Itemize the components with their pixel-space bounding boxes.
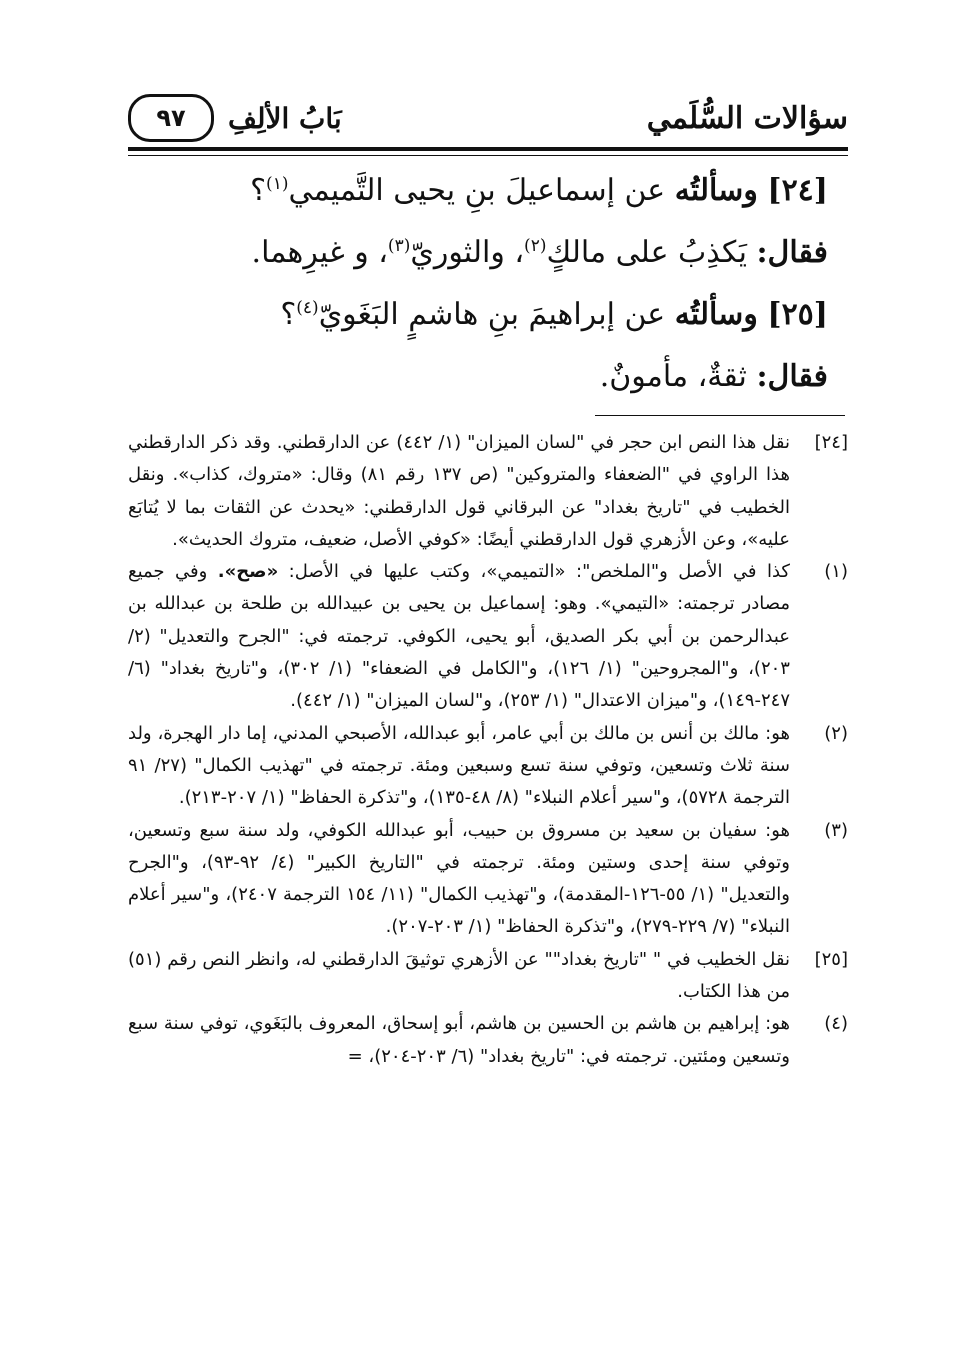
footnote-number: [٢٤] (814, 432, 848, 453)
answer-text: يَكذِبُ على مالكٍ (546, 235, 747, 270)
footnote-number: (١) (824, 561, 848, 583)
footnote-segment: «صح». (217, 561, 279, 583)
question-text: عن إبراهيمَ بنِ هاشمٍ البَغَويّ (318, 297, 666, 332)
footnote-ref: (١) (266, 174, 289, 194)
footnote-number: (٢) (824, 722, 848, 744)
footnote-text (128, 718, 790, 815)
footnote-ref: (٢) (524, 236, 547, 256)
footnote-segment: هو: مالك بن أنس بن مالك بن أبي عامر، أبو عبدالله، الأصبحي المدني، إما دار الهجرة، ولد سنة ثلاث وتسعين، وتوفي سنة تسع وسبعين ومئة. ترجمته في "تهذيب الكمال" (٢٧/ ٩١ الترجمة ٥٧٢٨)، و"سير أعلام النبلاء" (٨/ ٤٨-١٣٥)، و"تذكرة الحفاظ" (١/ ٢٠٧-٢١٣). (128, 722, 790, 809)
footnote-text (128, 1008, 790, 1073)
footnote-segment: كذا في الأصل و"الملخص": «التميمي»، وكتب عليها في الأصل: (278, 561, 790, 583)
header-rule-thin (128, 155, 848, 156)
footnote-number: (٣) (824, 819, 848, 841)
question-text: عن إسماعيلَ بنِ يحيى التَّميمي (288, 173, 666, 208)
answer-lead: فقال: (756, 359, 828, 394)
entry-number: [٢٥] (767, 297, 828, 332)
footnote-text (128, 944, 790, 1009)
answer-text: ثقةٌ، مأمونٌ. (599, 359, 747, 394)
footnote (128, 427, 848, 556)
footnote-segment: وقد ذكر الدارقطني هذا الراوي في "الضعفاء والمتروكين" (ص ١٣٧ رقم ٨١) وقال: «متروك، كذاب». ونقل الخطيب في "تاريخ بغداد" عن البرقاني قول الدارقطني: «يحدث عن الثقات بما لا يُتابَع عليه»، وعن الأزهري قول الدارقطني أيضًا: «كوفي الأصل، ضعيف، متروك الحديث». (128, 432, 790, 550)
entry-25-question (128, 284, 828, 346)
answer-text: ، والثوريّ (410, 235, 525, 270)
answer-text: ، و غيرِهما. (251, 235, 388, 270)
footnote-segment: نقل هذا النص ابن حجر في "لسان الميزان" (١/ ٤٤٢) عن الدارقطني. (276, 432, 790, 453)
main-text (128, 160, 828, 408)
entry-24-question (128, 160, 828, 222)
footnote-separator (595, 415, 845, 416)
footnote-segment: وفي جميع مصادر ترجمته: «التيمي». وهو: إسماعيل بن يحيى بن عبيدالله بن طلحة بن عبدالله بن عبدالرحمن بن أبي بكر الصديق، أبو يحيى، الكوفي. ترجمته في: "الجرح والتعديل" (٢/ ٢٠٣)، و"المجروحين" (١/ ١٢٦)، و"الكامل في الضعفاء" (١/ ٣٠٢)، و"تاريخ بغداد" (٦/ ٢٤٧-١٤٩)، و"ميزان الاعتدال" (١/ ٢٥٣)، و"لسان الميزان" (١/ ٤٤٢). (128, 561, 790, 712)
chapter-title: بَابُ الألِفِ (228, 101, 342, 135)
footnote-number: [٢٥] (814, 948, 848, 970)
footnote-ref: (٣) (387, 236, 411, 256)
footnote-ref: (٤) (296, 298, 319, 318)
footnote-segment: نقل الخطيب في " "تاريخ بغداد"" عن الأزهري توثيقَ الدارقطني له، وانظر النص رقم (٥١) من هذا الكتاب. (128, 948, 790, 1003)
header-rule-thick (128, 147, 848, 151)
footnote (128, 944, 848, 1009)
footnotes (128, 427, 848, 1073)
footnote (128, 556, 848, 717)
answer-lead: فقال: (756, 235, 828, 270)
footnote-text (128, 427, 790, 556)
page-number-badge: ٩٧ (128, 94, 214, 142)
page-header (128, 88, 848, 148)
book-title: سؤالات السُّلَمي (646, 100, 848, 136)
entry-25-answer (128, 346, 828, 408)
header-chapter-group (128, 94, 342, 142)
footnote-text (128, 556, 790, 717)
question-mark: ؟ (250, 173, 267, 208)
entry-number: [٢٤] (767, 173, 828, 208)
entry-24-answer (128, 222, 828, 284)
footnote-number: (٤) (824, 1013, 848, 1035)
footnote-text (128, 815, 790, 944)
footnote-segment: هو: إبراهيم بن هاشم بن الحسين بن هاشم، أبو إسحاق، المعروف بالبَغَوي، توفي سنة سبع وتسعين ومئتين. ترجمته في: "تاريخ بغداد" (٦/ ٢٠٣-٢٠٤)، = (128, 1013, 790, 1067)
question-lead: وسألتُه (674, 173, 758, 208)
footnote-segment: هو: سفيان بن سعيد بن مسروق بن حبيب، أبو عبدالله الكوفي، ولد سنة سبع وتسعين، وتوفي سنة إحدى وستين ومئة. ترجمته في "التاريخ الكبير" (٤/ ٩٢-٩٣)، و"الجرح والتعديل" (١/ ٥٥-١٢٦-المقدمة)، و"تهذيب الكمال" (١١/ ١٥٤ الترجمة ٢٤٠٧)، و"سير أعلام النبلاء" (٧/ ٢٢٩-٢٧٩)، و"تذكرة الحفاظ" (١/ ٢٠٣-٢٠٧). (128, 819, 790, 938)
question-lead: وسألتُه (674, 297, 758, 332)
footnote (128, 718, 848, 815)
footnote (128, 815, 848, 944)
question-mark: ؟ (280, 297, 297, 332)
footnote (128, 1008, 848, 1073)
